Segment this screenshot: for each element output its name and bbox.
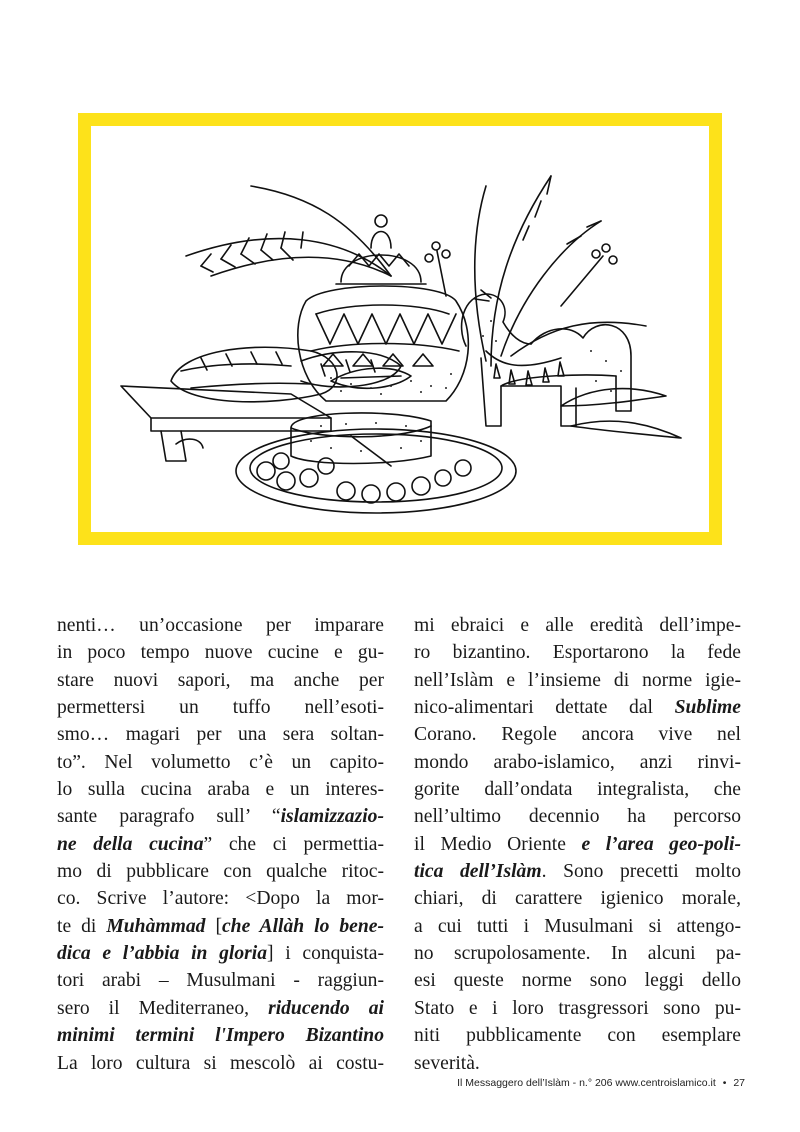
text-line: niti pubblicamente con esemplare (414, 1025, 741, 1047)
text-segment: nico-alimentari dettate dal (414, 697, 675, 719)
illustration-frame (78, 113, 722, 545)
text-line: no scrupolosamente. In alcuni pa- (414, 943, 741, 965)
magazine-issue: Il Messaggero dell’Islàm - n.° 206 (457, 1077, 613, 1089)
text-line: gorite dall’ondata integralista, che (414, 779, 741, 801)
text-line: co. Scrive l’autore: <Dopo la mor- (57, 888, 384, 910)
text-segment: ] i conquista- (267, 943, 384, 965)
text-line (57, 803, 384, 830)
text-line: stare nuovi sapori, ma anche per (57, 669, 384, 691)
text-line (414, 694, 741, 721)
text-line: nell’ultimo decennio ha percorso (414, 806, 741, 828)
text-line: mondo arabo-islamico, anzi rinvi- (414, 751, 741, 773)
text-line (414, 831, 741, 858)
article-left-column (57, 612, 384, 1077)
text-line (57, 913, 384, 940)
text-line: tori arabi – Musulmani - raggiun- (57, 970, 384, 992)
text-line: mi ebraici e alle eredità dell’impe- (414, 615, 741, 636)
text-segment: sero il Mediterraneo, (57, 997, 269, 1019)
article-right-column (414, 612, 741, 1077)
emphasis-text: Muhàmmad (106, 915, 206, 937)
text-line (414, 858, 741, 885)
text-line: permettersi un tuffo nell’esoti- (57, 697, 384, 719)
still-life-illustration (91, 126, 709, 532)
text-line: Corano. Regole ancora vive nel (414, 724, 741, 746)
text-line: La loro cultura si mescolò ai costu- (57, 1052, 384, 1074)
text-line: nenti… un’occasione per imparare (57, 615, 384, 636)
text-line (57, 995, 384, 1022)
text-segment: il Medio Oriente (414, 833, 582, 855)
emphasis-text: ne della cucina (57, 833, 204, 855)
text-line: severità. (414, 1052, 480, 1074)
text-line: chiari, di carattere igienico morale, (414, 888, 741, 910)
emphasis-text: islamizzazio- (280, 806, 384, 828)
text-line: esi queste norme sono leggi dello (414, 970, 741, 992)
text-line: nell’Islàm e l’insieme di norme igie- (414, 669, 741, 691)
emphasis-text: tica dell’Islàm (414, 861, 542, 883)
text-line: a cui tutti i Musulmani si attengo- (414, 915, 741, 937)
text-line: Stato e i loro trasgressori sono pu- (414, 997, 741, 1019)
text-segment: . Sono precetti molto (541, 861, 741, 883)
emphasis-text: riducendo ai (268, 997, 384, 1019)
page-number: 27 (733, 1077, 745, 1089)
text-line: mo di pubblicare con qualche ritoc- (57, 861, 384, 883)
text-line: in poco tempo nuove cucine e gu- (57, 642, 384, 664)
text-segment: sante paragrafo sull’ “ (57, 806, 281, 828)
text-segment: ” che ci permettia- (203, 833, 385, 855)
emphasis-text: Sublime (674, 697, 741, 719)
text-line (57, 940, 384, 967)
text-segment: [ (205, 915, 222, 937)
text-line: smo… magari per una sera soltan- (57, 724, 384, 746)
emphasis-text: dica e l’abbia in gloria (57, 943, 268, 965)
text-line: minimi termini l'Impero Bizantino (57, 1025, 384, 1047)
text-line: lo sulla cucina araba e un interes- (57, 779, 384, 801)
text-line: to”. Nel volumetto c’è un capito- (57, 751, 384, 773)
emphasis-text: che Allàh lo bene- (221, 915, 384, 937)
text-segment: te di (57, 915, 107, 937)
text-line (57, 831, 384, 858)
footer-separator: • (722, 1077, 727, 1089)
text-line: ro bizantino. Esportarono la fede (414, 642, 741, 664)
website-link[interactable]: www.centroislamico.it (615, 1077, 716, 1089)
emphasis-text: e l’area geo-poli- (581, 833, 742, 855)
page-footer (457, 1077, 745, 1089)
